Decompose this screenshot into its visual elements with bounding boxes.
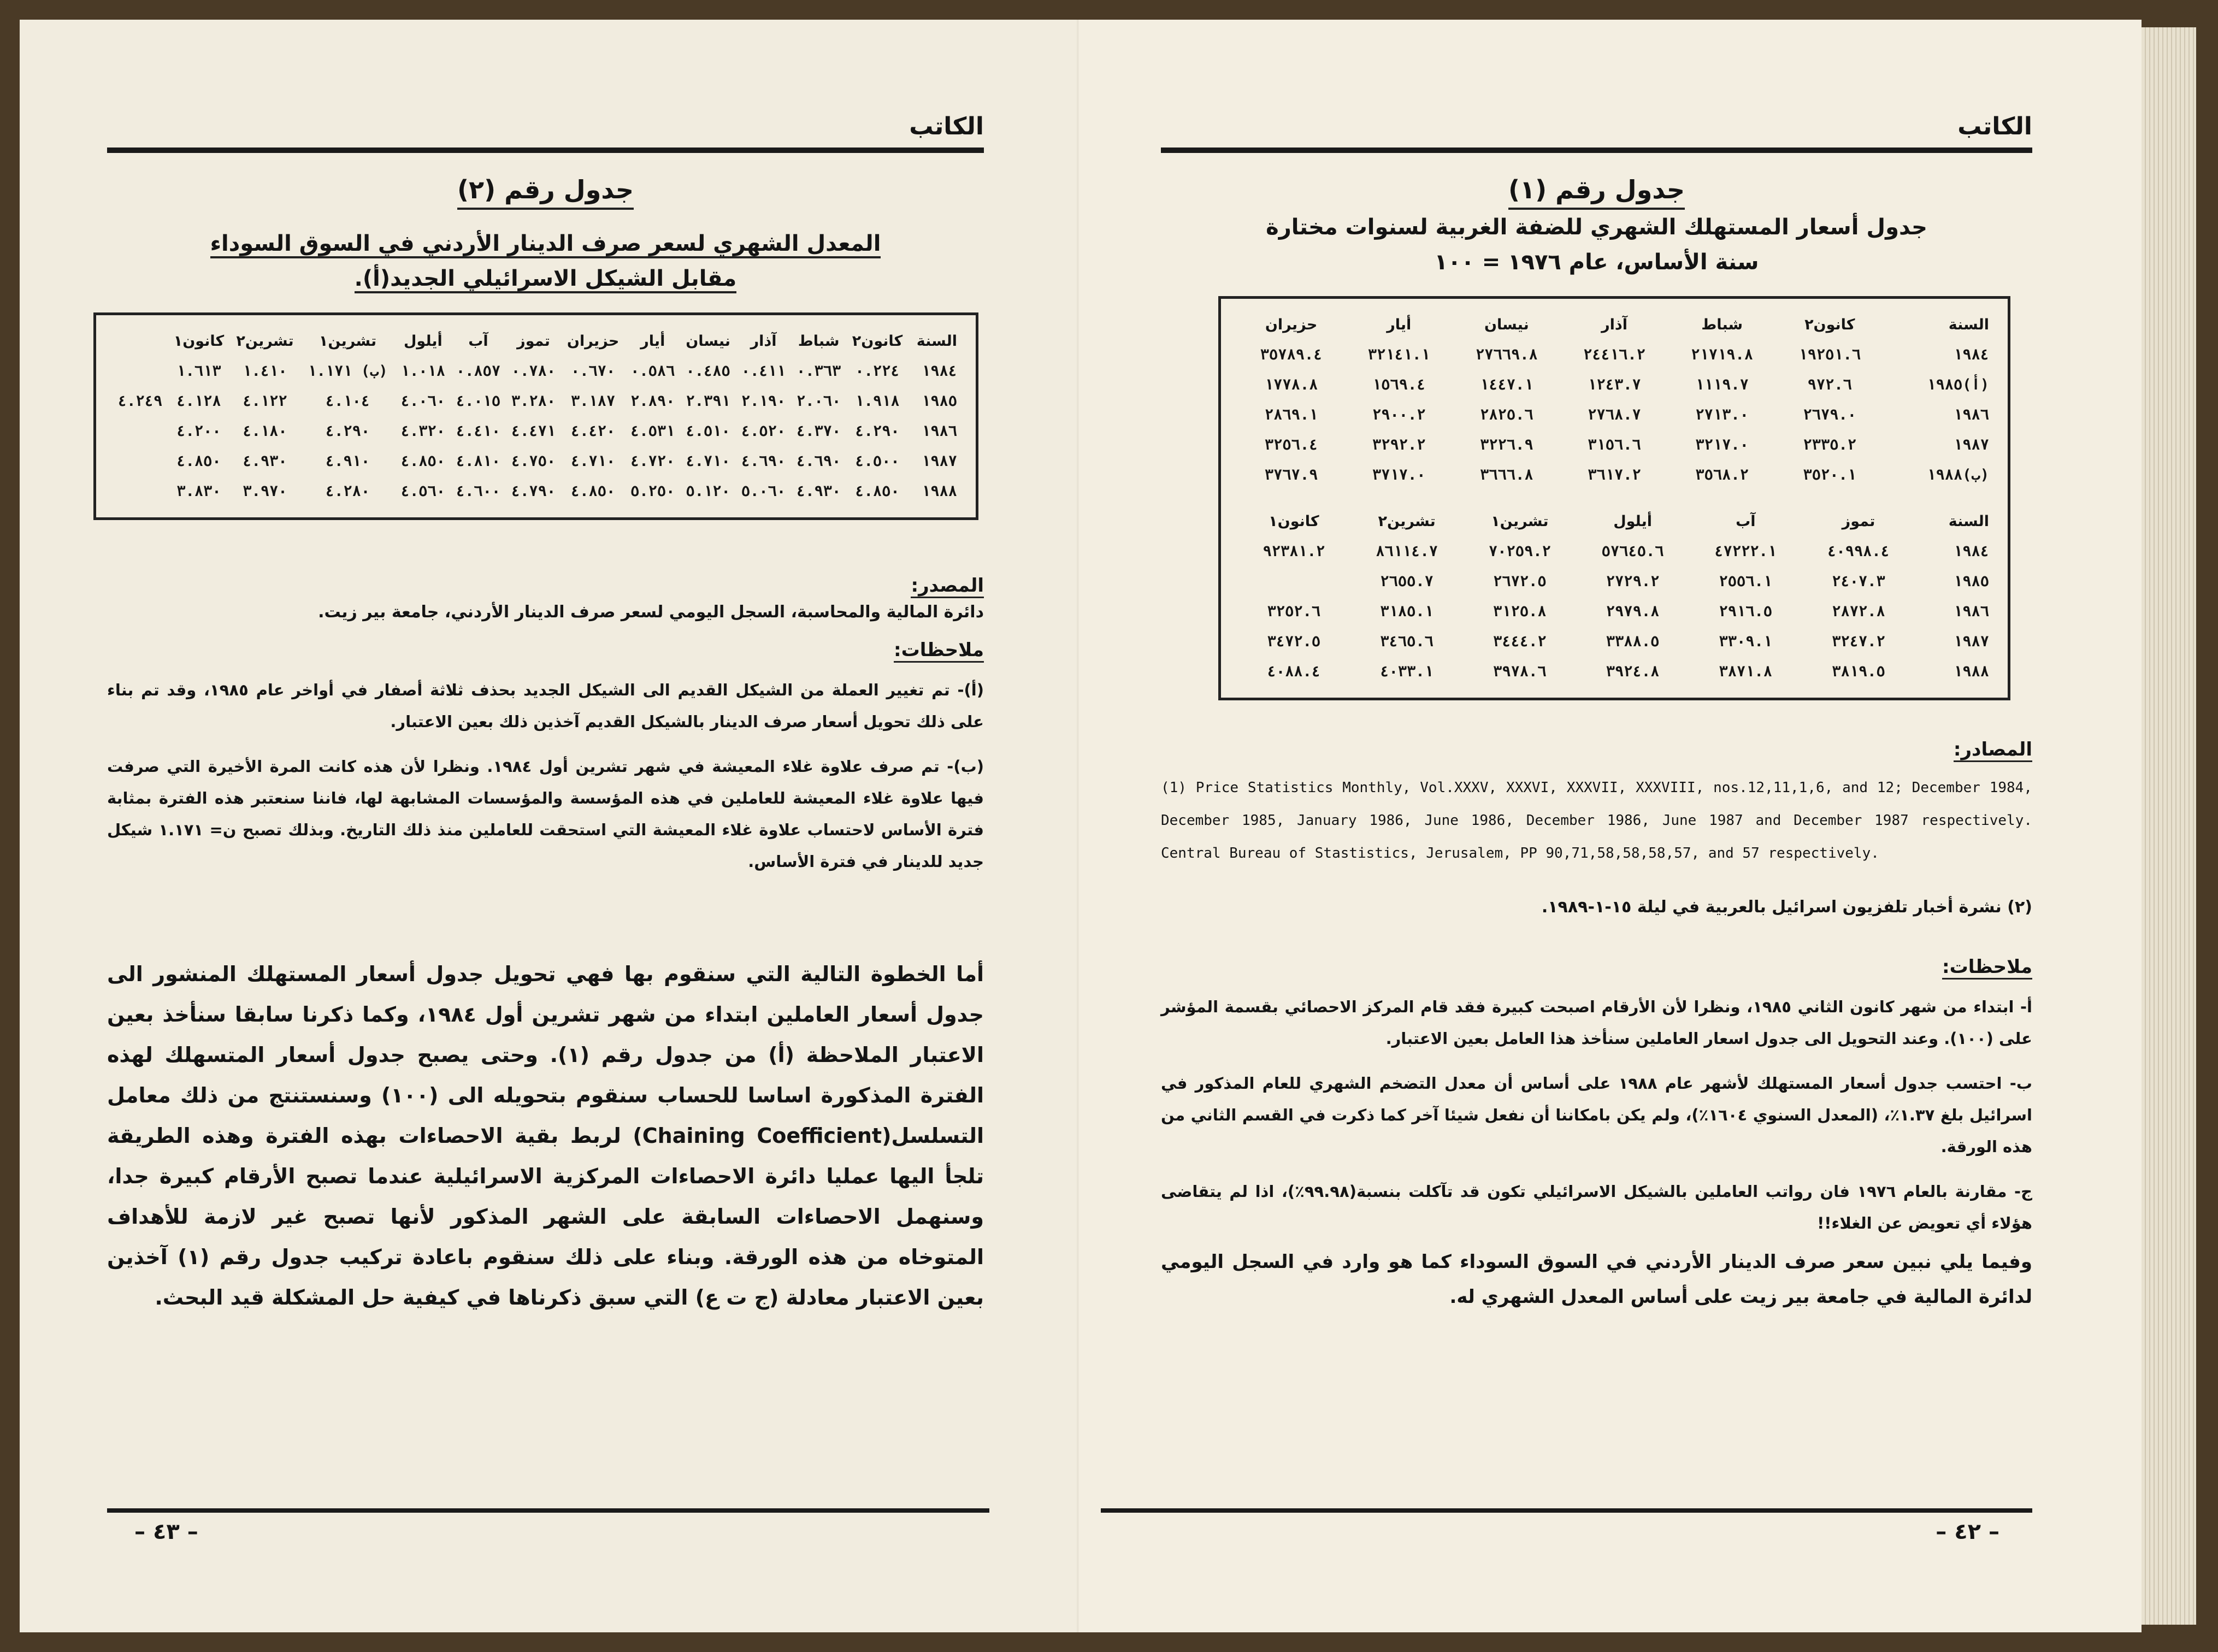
- table-cell: ٤.١٢٢: [243, 393, 287, 410]
- table-cell: ٣.١٨٧: [571, 393, 616, 410]
- body-paragraph: أما الخطوة التالية التي سنقوم بها فهي تحويل جدول أسعار المستهلك المنشور الى جدول أسعار العاملين ابتداء من شهر تشرين أول ١٩٨٤، وكما ذكرنا سابقا سنأخذ بعين الاعتبار الملاحظة (أ) من جدول رقم (١). وحتى يصبح جدول أسعار المتسهلك لهذه الفترة المذكورة اساسا للحساب سنقوم بتحويله الى (١٠٠) وسنستنتج من ذلك معامل التسلسل(Chaining Coefficient) لربط بقية الاحصاءات بهذه الفترة وهذه الطريقة تلجأ اليها عمليا دائرة الاحصاءات المركزية الاسرائيلية عندما تصبح الأرقام كبيرة جدا، وسنهمل الاحصاءات السابقة على الشهر المذكور لأنها تصبح غير لازمة للأهداف المتوخاه من هذه الورقة. وبناء على ذلك سنقوم باعادة تركيب جدول رقم (١) آخذين بعين الاعتبار معادلة (ج ت ع) التي سبق ذكرناها في كيفية حل المشكلة قيد البحث.: [107, 962, 984, 1309]
- page-number: – ٤٢ –: [1936, 1519, 1999, 1544]
- table-cell: ٣.٩٧٠: [243, 483, 287, 500]
- column-header: شباط: [1701, 316, 1743, 333]
- column-header: أيلول: [403, 333, 443, 350]
- table-cell: ٣٤٧٢.٥: [1267, 633, 1321, 650]
- table-cell: ٤.٥١٠: [686, 423, 730, 440]
- table-cell: ١٩٢٥١.٦: [1798, 346, 1861, 363]
- table-row: [1237, 460, 1991, 490]
- table-cell: ٤.٦٩٠: [796, 453, 841, 470]
- table-cell: ٣١٢٥.٨: [1493, 603, 1547, 620]
- table-title: جدول رقم (١): [1161, 175, 2032, 204]
- table-cell: ٢٨٦٩.١: [1264, 406, 1318, 423]
- table-cell: ١٢٤٣.٧: [1588, 376, 1641, 393]
- table-cell: ٠.٥٨٦: [630, 363, 675, 380]
- table-cell: ٥.٠٦٠: [741, 483, 786, 500]
- table-title: جدول رقم (٢): [107, 175, 984, 204]
- table-cell: ٢٦٧٩.٠: [1803, 406, 1857, 423]
- footer-rule: [107, 1508, 989, 1513]
- column-header: نيسان: [686, 333, 731, 350]
- table-cell: ٤.٣٢٠: [400, 423, 446, 440]
- table-row: [113, 356, 959, 386]
- table-row: [113, 416, 959, 446]
- table-cell: ٢٤٠٧.٣: [1832, 573, 1885, 590]
- notes-label: ملاحظات:: [1161, 956, 2032, 978]
- column-header: أيار: [640, 333, 665, 350]
- table-cell: ٤.٩٣٠: [796, 483, 841, 500]
- table-cell: ١.٩١٨: [855, 393, 900, 410]
- row-year: ١٩٨٨: [1953, 663, 1989, 680]
- table-cell: ٧٠٢٥٩.٢: [1488, 543, 1551, 560]
- table-cell: ٠.٧٨٠: [511, 363, 556, 380]
- column-header: تشرين٢: [236, 333, 294, 350]
- column-header: كانون١: [1269, 513, 1319, 530]
- source-label: المصدر:: [107, 575, 984, 597]
- row-year: ١٩٨٤: [1953, 346, 1989, 363]
- column-header: تموز: [1842, 513, 1875, 530]
- note-a: (أ)- تم تغيير العملة من الشيكل القديم الى الشيكل الجديد بحذف ثلاثة أصفار في أواخر عام ١٩٨٥، وقد تم بناء على ذلك تحويل أسعار صرف الدينار بالشيكل القديم آخذين ذلك بعين الاعتبار.: [107, 681, 984, 731]
- row-year: (أ)١٩٨٥: [1927, 376, 1989, 393]
- table-cell: ٣١٨٥.١: [1380, 603, 1434, 620]
- cpi-table-box: [1218, 296, 2010, 700]
- table-row: [1237, 627, 1991, 657]
- table-cell: ٢٧٢٩.٢: [1606, 573, 1660, 590]
- table-cell: (ب) ١.١٧١: [308, 363, 388, 380]
- table-row: [1237, 567, 1991, 597]
- table-cell: ٤.٧١٠: [571, 453, 616, 470]
- column-header: شباط: [798, 333, 840, 350]
- row-year: ١٩٨٥: [921, 393, 957, 410]
- exchange-rate-table-box: [93, 312, 978, 520]
- table-cell: ٤.٤١٠: [456, 423, 501, 440]
- table-cell: ٤.٨١٠: [456, 453, 501, 470]
- running-head: الكاتب: [1957, 113, 2032, 140]
- table-cell: ١.٠١٨: [400, 363, 446, 380]
- table-cell: ٤.٢٠٠: [176, 423, 221, 440]
- column-header: آب: [468, 333, 488, 350]
- table-cell: ٣٢٢٦.٩: [1480, 436, 1533, 453]
- column-header: أيلول: [1613, 513, 1652, 530]
- table-cell: ٤.٠٦٠: [400, 393, 446, 410]
- table-cell: ٣٥٦٨.٢: [1695, 467, 1749, 483]
- table-row: [113, 476, 959, 506]
- row-year: ١٩٨٤: [1953, 543, 1989, 560]
- table-cell: ٤.٢٨٠: [325, 483, 370, 500]
- row-year: ١٩٨٦: [1953, 603, 1989, 620]
- table-cell: ٠.٦٧٠: [571, 363, 616, 380]
- table-cell: ٣٦٦٦.٨: [1480, 467, 1533, 483]
- table-cell: ٤.٢٤٩: [117, 393, 163, 410]
- column-header: السنة: [1948, 513, 1989, 530]
- row-year: (ب)١٩٨٨: [1927, 467, 1989, 483]
- table-cell: ٤.٧٩٠: [511, 483, 556, 500]
- table-cell: ٤.٥٢٠: [741, 423, 786, 440]
- table-cell: ٣٨٧١.٨: [1719, 663, 1773, 680]
- table-row: [1237, 430, 1991, 460]
- table-cell: ٤٠٩٩٨.٤: [1827, 543, 1890, 560]
- table-cell: ٤.١٢٨: [176, 393, 221, 410]
- note-b: (ب)- تم صرف علاوة غلاء المعيشة في شهر تشرين أول ١٩٨٤. ونظرا لأن هذه كانت المرة الأخيرة التي صرفت فيها علاوة غلاء المعيشة للعاملين في هذه المؤسسة والمؤسسات المشابهة لها، فاننا سنعتبر هذه الفترة بمثابة فترة الأساس لاحتساب علاوة غلاء المعيشة التي استحقت للعاملين منذ ذلك التاريخ. وبذلك تصبح ن= ١.١٧١ شيكل جديد للدينار في فترة الأساس.: [107, 757, 984, 871]
- table-cell: ٤.٣٧٠: [796, 423, 841, 440]
- table-cell: ٣٢٥٦.٤: [1264, 436, 1318, 453]
- page-edges: [2142, 27, 2196, 1625]
- table-cell: ٢٩٧٩.٨: [1606, 603, 1660, 620]
- column-header: حزيران: [1265, 316, 1318, 333]
- table-cell: ٣٢٤٧.٢: [1832, 633, 1885, 650]
- table-cell: ٢٦٧٢.٥: [1493, 573, 1547, 590]
- table-cell: ١.٦١٣: [176, 363, 221, 380]
- header-rule: [107, 148, 984, 153]
- note-a: أ- ابتداء من شهر كانون الثاني ١٩٨٥، ونظرا لأن الأرقام اصبحت كبيرة فقد قام المركز الاحصائي بقسمة المؤشر على (١٠٠). وعند التحويل الى جدول اسعار العاملين سنأخذ هذا العامل بعين الاعتبار.: [1161, 998, 2032, 1048]
- table-cell: ٣٩٧٨.٦: [1493, 663, 1547, 680]
- closing-paragraph: وفيما يلي نبين سعر صرف الدينار الأردني في السوق السوداء كما هو وارد في السجل اليومي لدائرة المالية في جامعة بير زيت على أساس المعدل الشهري له.: [1161, 1251, 2032, 1308]
- table-cell: ٣١٥٦.٦: [1588, 436, 1641, 453]
- column-header: السنة: [1948, 316, 1989, 333]
- row-year: ١٩٨٨: [921, 483, 957, 500]
- table-cell: ٢٨٧٢.٨: [1832, 603, 1885, 620]
- table-cell: ٤.٨٥٠: [176, 453, 221, 470]
- table-row: [1237, 536, 1991, 567]
- source-citation-2: (٢) نشرة أخبار تلفزيون اسرائيل بالعربية في ليلة ١٥-١-١٩٨٩.: [1541, 898, 2032, 917]
- cpi-table-second-half: [1237, 506, 1991, 687]
- table-cell: ٤.٧٥٠: [511, 453, 556, 470]
- column-header: آذار: [1601, 316, 1627, 333]
- table-cell: ٢١٧١٩.٨: [1691, 346, 1754, 363]
- table-cell: ٣.٨٣٠: [176, 483, 221, 500]
- column-header: تشرين١: [1491, 513, 1549, 530]
- table-cell: ٢٨٢٥.٦: [1480, 406, 1533, 423]
- row-year: ١٩٨٤: [921, 363, 957, 380]
- table-row: [1237, 657, 1991, 687]
- table-subtitle: المعدل الشهري لسعر صرف الدينار الأردني في السوق السوداء: [107, 226, 984, 261]
- table-cell: ٤٧٢٢٢.١: [1714, 543, 1777, 560]
- table-cell: ٤.١٨٠: [243, 423, 287, 440]
- column-header: كانون٢: [852, 333, 903, 350]
- table-cell: ٢٧٦٦٩.٨: [1476, 346, 1538, 363]
- table-cell: ٨٦١١٤.٧: [1376, 543, 1438, 560]
- table-cell: ٤٠٣٣.١: [1380, 663, 1434, 680]
- table-cell: ٩٧٢.٦: [1807, 376, 1852, 393]
- table-cell: ٣٢١٧.٠: [1695, 436, 1749, 453]
- running-head: الكاتب: [909, 113, 984, 140]
- column-header: تموز: [517, 333, 550, 350]
- table-cell: ٤٠٨٨.٤: [1267, 663, 1321, 680]
- table-cell: ٤.١٠٤: [325, 393, 370, 410]
- column-header: تشرين٢: [1378, 513, 1436, 530]
- table-cell: ٣٥٧٨٩.٤: [1260, 346, 1323, 363]
- row-year: ١٩٨٧: [921, 453, 957, 470]
- table-subtitle-2: مقابل الشيكل الاسرائيلي الجديد(أ).: [107, 261, 984, 296]
- column-header: كانون٢: [1804, 316, 1855, 333]
- column-header: أيار: [1387, 316, 1412, 333]
- table-cell: ٤.٥٦٠: [400, 483, 446, 500]
- table-cell: ١٤٤٧.١: [1480, 376, 1533, 393]
- left-page: [20, 20, 1077, 1632]
- table-cell: ٠.٣٦٣: [796, 363, 841, 380]
- table-subtitle-2: سنة الأساس، عام ١٩٧٦ = ١٠٠: [1434, 250, 1759, 275]
- exchange-rate-table: [113, 326, 959, 506]
- table-cell: ٤.٢٩٠: [855, 423, 900, 440]
- table-cell: ٥.٢٥٠: [630, 483, 675, 500]
- header-rule: [1161, 148, 2032, 153]
- table-cell: ٠.٤١١: [741, 363, 786, 380]
- table-cell: ١٧٧٨.٨: [1264, 376, 1318, 393]
- table-cell: ٢٩٠٠.٢: [1372, 406, 1426, 423]
- notes-label: ملاحظات:: [107, 639, 984, 661]
- table-cell: ٢٦٥٥.٧: [1380, 573, 1434, 590]
- table-cell: ٣٤٦٥.٦: [1380, 633, 1434, 650]
- table-row: [1237, 370, 1991, 400]
- table-cell: ٣٦١٧.٢: [1588, 467, 1641, 483]
- row-year: ١٩٨٦: [1953, 406, 1989, 423]
- table-cell: ٤.٥٠٠: [855, 453, 900, 470]
- table-cell: ١١١٩.٧: [1695, 376, 1749, 393]
- table-cell: ٣٤٤٤.٢: [1493, 633, 1547, 650]
- table-cell: ٣٢٥٢.٦: [1267, 603, 1321, 620]
- column-header: نيسان: [1484, 316, 1529, 333]
- table-cell: ١.٤١٠: [243, 363, 287, 380]
- table-cell: ٣٥٢٠.١: [1803, 467, 1857, 483]
- table-cell: ٤.٤٢٠: [571, 423, 616, 440]
- table-cell: ٣٣٨٨.٥: [1606, 633, 1660, 650]
- table-cell: ٥٧٦٤٥.٦: [1601, 543, 1664, 560]
- table-cell: ٤.٧٢٠: [630, 453, 675, 470]
- table-cell: ٢.٠٦٠: [796, 393, 841, 410]
- table-cell: ٠.٤٨٥: [686, 363, 730, 380]
- table-cell: ٣٢١٤١.١: [1367, 346, 1430, 363]
- table-cell: ٣٣٠٩.١: [1719, 633, 1773, 650]
- right-page: [1079, 20, 2142, 1632]
- row-year: ١٩٨٥: [1953, 573, 1989, 590]
- table-cell: ١٥٦٩.٤: [1372, 376, 1426, 393]
- sources-label: المصادر:: [1161, 739, 2032, 760]
- table-row: [1237, 400, 1991, 430]
- column-header: حزيران: [567, 333, 620, 350]
- table-cell: ٤.٠١٥: [456, 393, 501, 410]
- table-cell: ٢.٨٩٠: [630, 393, 675, 410]
- row-year: ١٩٨٧: [1953, 436, 1989, 453]
- footer-rule: [1101, 1508, 2032, 1513]
- table-cell: ٤.٩١٠: [325, 453, 370, 470]
- table-cell: ٢٣٣٥.٢: [1803, 436, 1857, 453]
- column-header: كانون١: [173, 333, 225, 350]
- table-cell: ٠.٢٢٤: [855, 363, 900, 380]
- table-cell: ٥.١٢٠: [686, 483, 730, 500]
- table-cell: ٠.٨٥٧: [456, 363, 501, 380]
- table-cell: ٤.٩٣٠: [243, 453, 287, 470]
- table-cell: ٣٩٢٤.٨: [1606, 663, 1660, 680]
- table-cell: ٤.٨٥٠: [571, 483, 616, 500]
- row-year: ١٩٨٧: [1953, 633, 1989, 650]
- source-citation-1: (1) Price Statistics Monthly, Vol.XXXV, XXXVI, XXXVII, XXXVIII, nos.12,11,1,6, and 12; December 1984, December 1985, January 1986, June 1986, December 1986, June 1987 and December 1987 respectively. Central Bureau of Stastistics, Jerusalem, PP 90,71,58,58,58,57, and 57 respectively.: [1161, 780, 2032, 862]
- table-cell: ٤.٥٣١: [630, 423, 675, 440]
- table-cell: ٢٩١٦.٥: [1719, 603, 1773, 620]
- table-cell: ٢٥٥٦.١: [1719, 573, 1773, 590]
- table-cell: ٤.٧١٠: [686, 453, 730, 470]
- note-c: ج- مقارنة بالعام ١٩٧٦ فان رواتب العاملين بالشيكل الاسرائيلي تكون قد تآكلت بنسبة(٩٩.٩٨٪)، اذا لم يتقاضى هؤلاء أي تعويض عن الغلاء!!: [1161, 1182, 2032, 1232]
- table-cell: ٤.٨٥٠: [855, 483, 900, 500]
- page-number: – ٤٣ –: [134, 1519, 198, 1544]
- table-row: [113, 386, 959, 416]
- column-header: آب: [1736, 513, 1756, 530]
- table-cell: ٤.٤٧١: [511, 423, 556, 440]
- table-cell: ٤.٦٩٠: [741, 453, 786, 470]
- table-cell: ٣٢٩٢.٢: [1372, 436, 1426, 453]
- row-year: ١٩٨٦: [921, 423, 957, 440]
- table-cell: ٣٧٦٧.٩: [1264, 467, 1318, 483]
- note-b: ب- احتسب جدول أسعار المستهلك لأشهر عام ١٩٨٨ على أساس أن معدل التضخم الشهري للعام المذكور في اسرائيل بلغ ١.٣٧٪، (المعدل السنوي ١٦٠٤٪)، ولم يكن بامكاننا أن نفعل شيئا آخر كما ذكرت في القسم الثاني من هذه الورقة.: [1161, 1074, 2032, 1156]
- table-cell: ٩٢٣٨١.٢: [1263, 543, 1325, 560]
- table-cell: ٢.١٩٠: [741, 393, 786, 410]
- cpi-table-first-half: [1237, 310, 1991, 490]
- column-header: السنة: [916, 333, 957, 350]
- table-cell: ٢٧٦٨.٧: [1588, 406, 1641, 423]
- table-subtitle: جدول أسعار المستهلك الشهري للضفة الغربية لسنوات مختارة: [1266, 215, 1927, 240]
- table-cell: ٤.٢٩٠: [325, 423, 370, 440]
- table-cell: ٣٧١٧.٠: [1372, 467, 1426, 483]
- table-cell: ٣٨١٩.٥: [1832, 663, 1885, 680]
- table-cell: ٢.٣٩١: [686, 393, 730, 410]
- table-row: [1237, 597, 1991, 627]
- table-cell: ٤.٦٠٠: [456, 483, 501, 500]
- table-cell: ٣.٢٨٠: [511, 393, 556, 410]
- table-cell: ٤.٨٥٠: [400, 453, 446, 470]
- column-header: آذار: [750, 333, 777, 350]
- table-row: [113, 446, 959, 476]
- table-cell: ٢٤٤١٦.٢: [1583, 346, 1645, 363]
- column-header: تشرين١: [318, 333, 377, 350]
- source-text: دائرة المالية والمحاسبة، السجل اليومي لسعر صرف الدينار الأردني، جامعة بير زيت.: [318, 603, 984, 622]
- table-cell: ٢٧١٣.٠: [1695, 406, 1749, 423]
- table-row: [1237, 340, 1991, 370]
